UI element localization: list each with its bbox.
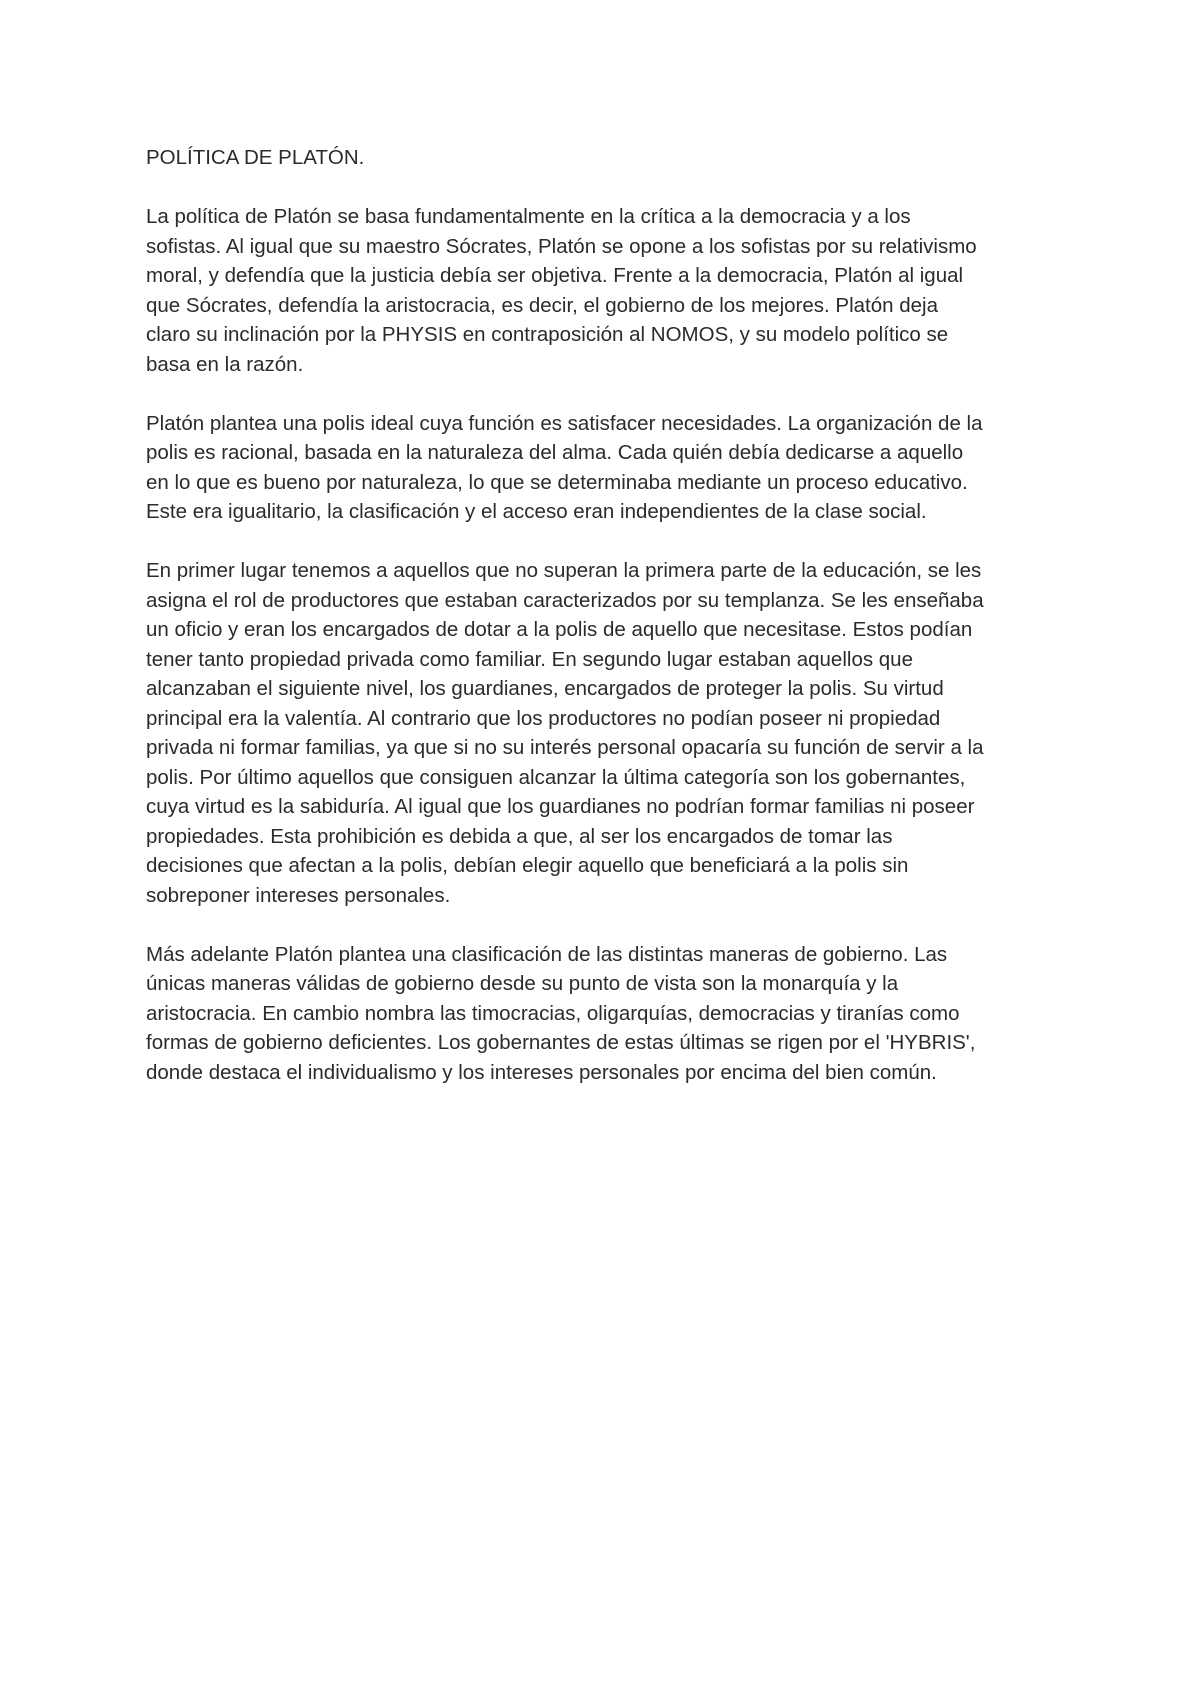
text-line: únicas maneras válidas de gobierno desde su punto de vista son la monarquía y la (146, 972, 899, 995)
text-line: en lo que es bueno por naturaleza, lo que se determinaba mediante un proceso educativo. (146, 470, 968, 494)
text-line: principal era la valentía. Al contrario que los productores no podían poseer ni propiedad (146, 706, 941, 730)
text-line: Platón plantea una polis ideal cuya función es satisfacer necesidades. La organización de la (146, 411, 983, 435)
text-line: sofistas. Al igual que su maestro Sócrates, Platón se opone a los sofistas por su relativismo (146, 234, 977, 258)
text-line: formas de gobierno deficientes. Los gobernantes de estas últimas se rigen por el 'HYBRIS', (146, 1031, 976, 1054)
text-line: En primer lugar tenemos a aquellos que no superan la primera parte de la educación, se les (146, 559, 982, 582)
text-line: Más adelante Platón plantea una clasificación de las distintas maneras de gobierno. Las (146, 942, 948, 966)
text-line: cuya virtud es la sabiduría. Al igual que los guardianes no podrían formar familias ni poseer (146, 795, 975, 818)
text-line: asigna el rol de productores que estaban caracterizados por su templanza. Se les enseñaba (146, 588, 984, 612)
text-line: claro su inclinación por la PHYSIS en contraposición al NOMOS, y su modelo político se (146, 323, 949, 346)
text-line: que Sócrates, defendía la aristocracia, es decir, el gobierno de los mejores. Platón deja (146, 293, 938, 317)
text-line: La política de Platón se basa fundamentalmente en la crítica a la democracia y a los (146, 205, 911, 228)
document-title: POLÍTICA DE PLATÓN. (146, 146, 365, 169)
text-line: propiedades. Esta prohibición es debida a que, al ser los encargados de tomar las (146, 824, 893, 848)
paragraph (146, 556, 1066, 910)
text-line: basa en la razón. (146, 352, 304, 376)
text-line: un oficio y eran los encargados de dotar a la polis de aquello que necesitase. Estos podían (146, 618, 973, 641)
text-line: polis es racional, basada en la naturaleza del alma. Cada quién debía dedicarse a aquello (146, 441, 964, 464)
paragraph (146, 940, 1066, 1088)
text-line: moral, y defendía que la justicia debía ser objetiva. Frente a la democracia, Platón al igual (146, 264, 964, 287)
text-line: tener tanto propiedad privada como familiar. En segundo lugar estaban aquellos que (146, 647, 913, 671)
paragraph-container (146, 202, 1066, 1087)
paragraph (146, 409, 1066, 527)
text-line: donde destaca el individualismo y los intereses personales por encima del bien común. (146, 1060, 937, 1084)
text-line: sobreponer intereses personales. (146, 883, 451, 907)
document-body (146, 143, 1066, 1087)
text-line: polis. Por último aquellos que consiguen alcanzar la última categoría son los gobernantes, (146, 765, 966, 789)
text-line: decisiones que afectan a la polis, debían elegir aquello que beneficiará a la polis sin (146, 854, 909, 877)
paragraph (146, 202, 1066, 379)
text-line: alcanzaban el siguiente nivel, los guardianes, encargados de proteger la polis. Su virtud (146, 677, 944, 700)
text-line: privada ni formar familias, ya que si no su interés personal opacaría su función de servir a la (146, 736, 984, 759)
text-line: aristocracia. En cambio nombra las timocracias, oligarquías, democracias y tiranías como (146, 1001, 960, 1025)
text-line: Este era igualitario, la clasificación y el acceso eran independientes de la clase social. (146, 500, 927, 523)
